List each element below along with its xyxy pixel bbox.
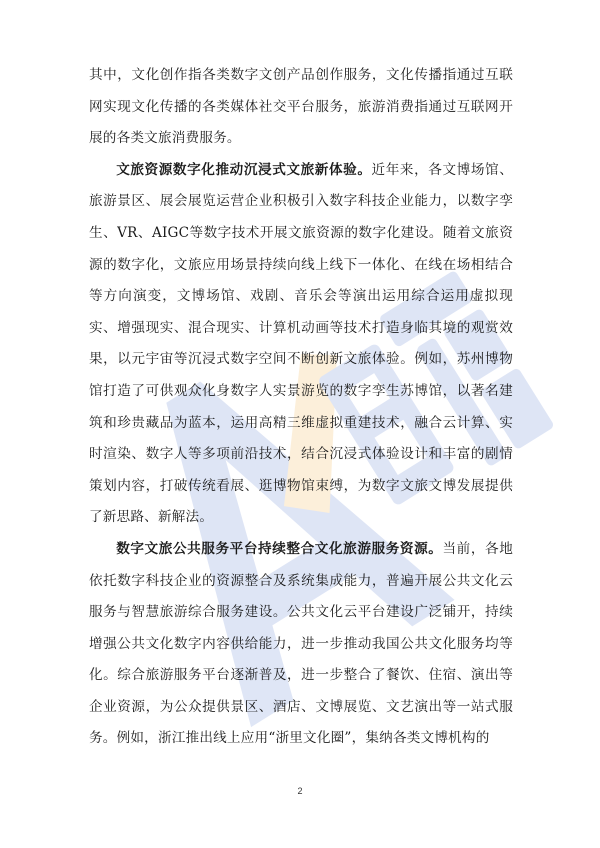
paragraph-1-text: 其中，文化创作指各类数字文创产品创作服务，文化传播指通过互联网实现文化传播的各类媒体社交平台服务，旅游消费指通过互联网开展的各类文旅消费服务。	[89, 67, 513, 147]
paragraph-1	[89, 60, 513, 155]
paragraph-2	[89, 155, 513, 534]
paragraph-3	[89, 534, 513, 755]
paragraph-3-text: 当前，各地依托数字科技企业的资源整合及系统集成能力，普遍开展公共文化云服务与智慧旅游综合服务建设。公共文化云平台建设广泛铺开，持续增强公共文化数字内容供给能力，进一步推动我国公共文化服务均等化。综合旅游服务平台逐渐普及，进一步整合了餐饮、住宿、演出等企业资源，为公众提供景区、酒店、文博展览、文艺演出等一站式服务。例如，浙江推出线上应用“浙里文化圈”，集纳各类文博机构的	[89, 540, 513, 747]
page-number: 2	[297, 786, 303, 796]
paragraph-3-lead: 数字文旅公共服务平台持续整合文化旅游服务资源。	[116, 540, 443, 557]
paragraph-2-lead: 文旅资源数字化推动沉浸式文旅新体验。	[116, 161, 372, 178]
document-body	[89, 60, 513, 755]
paragraph-2-text: 近年来，各文博场馆、旅游景区、展会展览运营企业积极引入数字科技企业能力，以数字孪生、VR、AIGC等数字技术开展文旅资源的数字化建设。随着文旅资源的数字化，文旅应用场景持续向线上线下一体化、在线在场相结合等方向演变，文博场馆、戏剧、音乐会等演出运用综合运用虚拟现实、增强现实、混合现实、计算机动画等技术打造身临其境的观赏效果，以元宇宙等沉浸式数字空间不断创新文旅体验。例如，苏州博物馆打造了可供观众化身数字人实景游览的数字孪生苏博馆，以著名建筑和珍贵藏品为蓝本，运用高精三维虚拟重建技术，融合云计算、实时渲染、数字人等多项前沿技术，结合沉浸式体验设计和丰富的剧情策划内容，打破传统看展、逛博物馆束缚，为数字文旅文博发展提供了新思路、新解法。	[89, 161, 513, 526]
